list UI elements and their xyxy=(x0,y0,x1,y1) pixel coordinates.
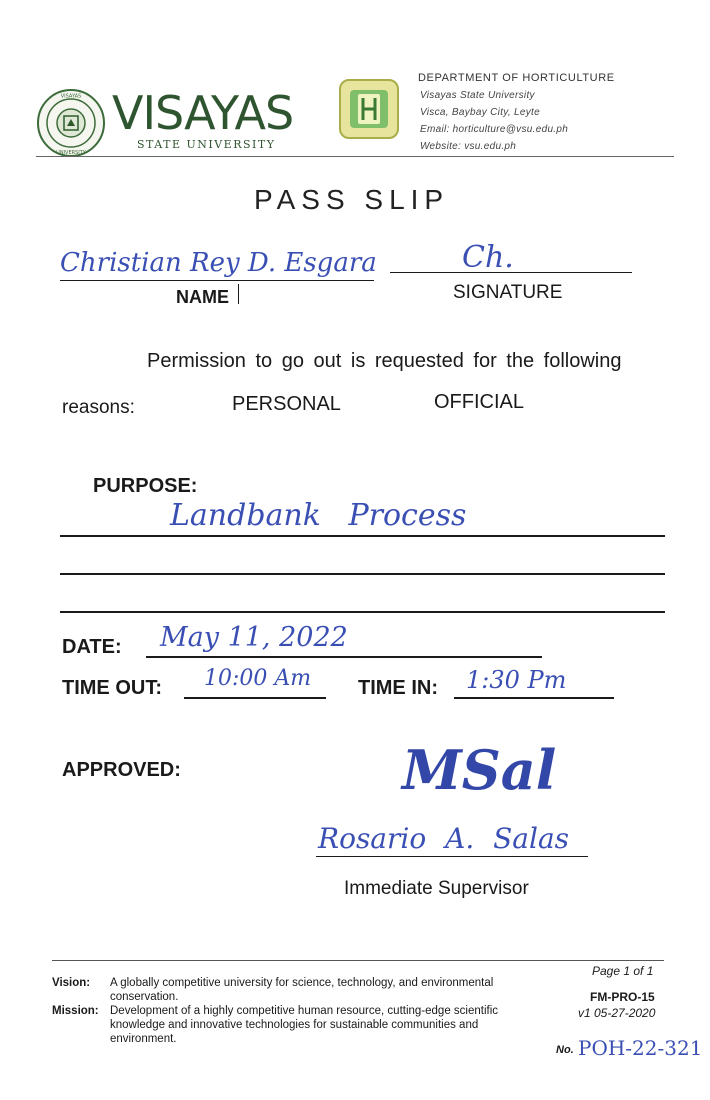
vision-label: Vision: xyxy=(52,977,91,989)
time-out-label: TIME OUT: xyxy=(62,677,162,699)
svg-text:UNIVERSITY: UNIVERSITY xyxy=(56,150,86,156)
footer-divider xyxy=(52,960,664,961)
time-in-line xyxy=(454,697,614,699)
option-personal[interactable]: PERSONAL xyxy=(232,393,341,415)
website-line: Website: vsu.edu.ph xyxy=(420,141,517,152)
university-name: VISAYAS xyxy=(112,86,294,140)
address-line: Visayas State University xyxy=(420,90,535,101)
approver-signature: MSal xyxy=(402,738,557,802)
approver-line xyxy=(316,856,588,857)
date-value: May 11, 2022 xyxy=(160,622,348,653)
purpose-line-3 xyxy=(60,611,665,613)
form-code: FM-PRO-15 xyxy=(590,990,655,1004)
purpose-label: PURPOSE: xyxy=(93,475,198,497)
page-number: Page 1 of 1 xyxy=(592,964,654,978)
reasons-label: reasons: xyxy=(62,397,135,418)
department-name: DEPARTMENT OF HORTICULTURE xyxy=(418,72,615,84)
time-in-label: TIME IN: xyxy=(358,677,438,699)
vision-text: A globally competitive university for science, technology, and environmental conservation. xyxy=(110,977,494,1003)
time-in-value: 1:30 Pm xyxy=(466,666,567,694)
number-label: No. xyxy=(556,1044,574,1056)
approver-title: Immediate Supervisor xyxy=(344,878,529,899)
signature-value: Ch. xyxy=(462,240,514,275)
option-official[interactable]: OFFICIAL xyxy=(434,391,525,413)
name-label: NAME xyxy=(176,287,229,307)
university-seal-logo xyxy=(36,88,106,158)
horticulture-logo xyxy=(338,78,400,140)
time-out-value: 10:00 Am xyxy=(204,666,312,691)
email-line: Email: horticulture@vsu.edu.ph xyxy=(420,124,569,135)
name-divider xyxy=(238,284,239,304)
time-out-line xyxy=(184,697,326,699)
mission-label: Mission: xyxy=(52,1005,99,1017)
approved-label: APPROVED: xyxy=(62,759,181,781)
date-line xyxy=(146,656,542,658)
purpose-value: Landbank Process xyxy=(170,498,467,533)
address-line: Visca, Baybay City, Leyte xyxy=(420,107,540,118)
name-value: Christian Rey D. Esgara xyxy=(60,248,377,278)
svg-text:VISAYAS: VISAYAS xyxy=(60,93,82,100)
university-subtitle: STATE UNIVERSITY xyxy=(137,138,276,151)
name-line xyxy=(60,280,374,281)
request-text: Permission to go out is requested for the following xyxy=(147,350,622,372)
approver-name: Rosario A. Salas xyxy=(318,822,570,855)
header-divider xyxy=(36,156,674,157)
signature-label: SIGNATURE xyxy=(453,282,563,303)
date-label: DATE: xyxy=(62,636,122,658)
form-version: v1 05-27-2020 xyxy=(578,1006,656,1020)
page-title: PASS SLIP xyxy=(254,184,450,215)
signature-line xyxy=(390,272,632,273)
purpose-line-1 xyxy=(60,535,665,537)
number-value: POH-22-321 xyxy=(578,1036,703,1060)
mission-text: Development of a highly competitive human resource, cutting-edge scientific knowledge and innovative technologies for sustainable communities and environment. xyxy=(110,1005,499,1045)
purpose-line-2 xyxy=(60,573,665,575)
